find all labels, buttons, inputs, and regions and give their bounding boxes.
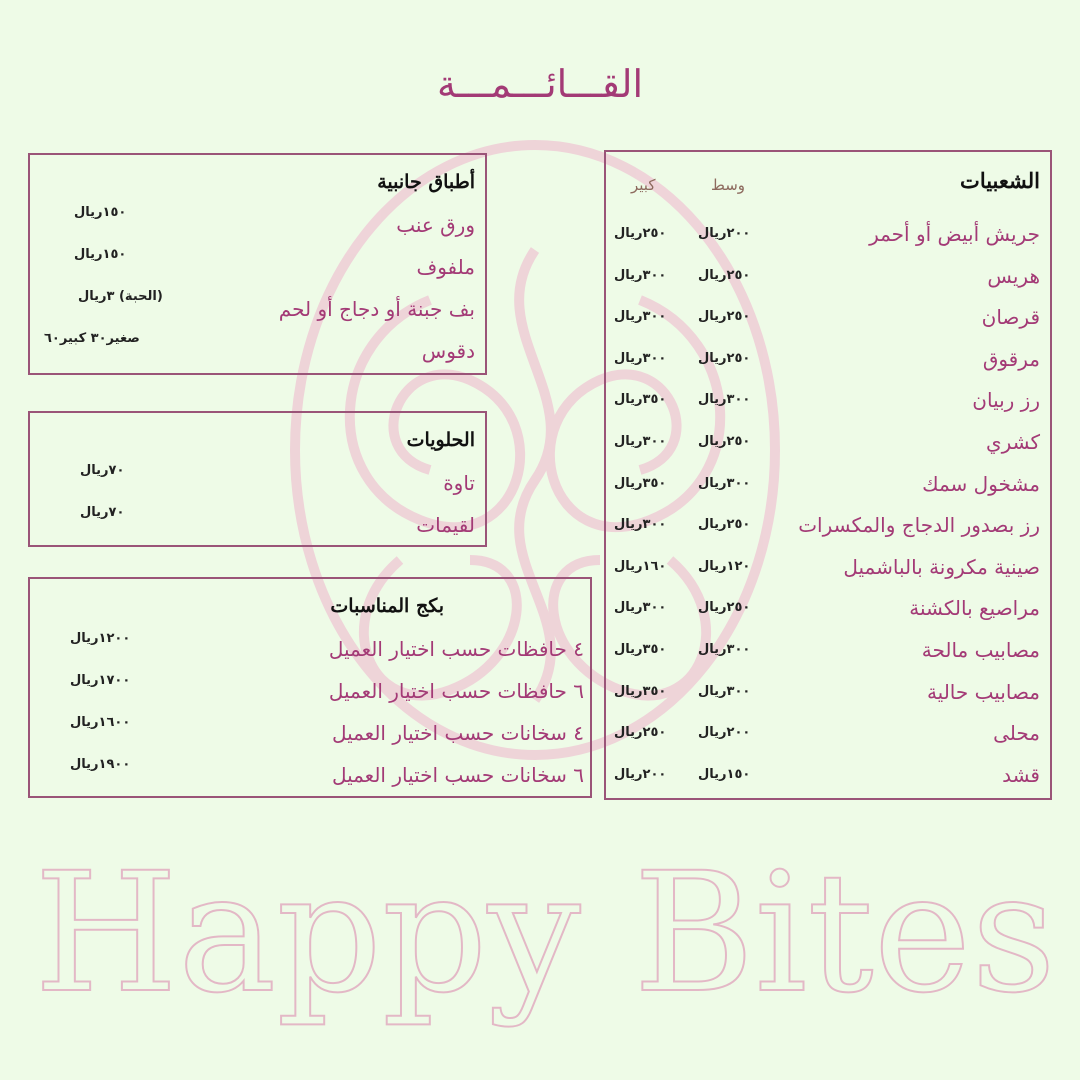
- price: (الحبة) ٣ريال: [78, 289, 163, 304]
- column-large-header: كبير: [631, 176, 656, 194]
- price-large: ٣٠٠ريال: [614, 434, 667, 449]
- price-medium: ٢٥٠ريال: [698, 434, 751, 449]
- dish-name: ورق عنب: [396, 213, 475, 237]
- dish-name: رز ربيان: [972, 388, 1040, 413]
- dish-name: مرقوق: [982, 346, 1040, 371]
- package-name: ٤ حافظات حسب اختيار العميل: [328, 637, 584, 661]
- dish-name: مصابيب حالية: [926, 679, 1040, 704]
- price: ١٥٠ريال: [74, 205, 127, 220]
- price: ١٥٠ريال: [74, 247, 127, 262]
- dish-name: مشخول سمك: [922, 471, 1040, 496]
- price-large: ٢٥٠ريال: [614, 725, 667, 741]
- price-medium: ٢٥٠ريال: [698, 267, 751, 283]
- price-large: ٣٥٠ريال: [614, 683, 667, 699]
- package-name: ٦ حافظات حسب اختيار العميل: [328, 679, 584, 703]
- dish-name: مصابيب مالحة: [921, 638, 1040, 662]
- dish-name: هريس: [987, 263, 1040, 288]
- section-header: أطباق جانبية: [377, 171, 475, 193]
- section-header: بكج المناسبات: [330, 595, 444, 617]
- price: ٧٠ريال: [80, 505, 125, 520]
- price-large: ٣٠٠ريال: [614, 267, 667, 283]
- price: ١٦٠٠ريال: [70, 715, 131, 730]
- menu-title: القـــائـــمـــة: [436, 62, 644, 106]
- price-medium: ٣٠٠ريال: [698, 683, 751, 699]
- package-name: ٤ سخانات حسب اختيار العميل: [331, 721, 584, 745]
- price-medium: ٢٥٠ريال: [698, 600, 751, 616]
- dish-name: لقيمات: [416, 513, 475, 537]
- section-header: الحلويات: [406, 429, 475, 451]
- price-large: ٢٠٠ريال: [614, 766, 667, 782]
- price-medium: ٣٠٠ريال: [698, 392, 751, 408]
- dish-name: ملفوف: [416, 255, 475, 279]
- dish-name: بف جبنة أو دجاج أو لحم: [278, 297, 475, 321]
- dish-name: مراصيع بالكشنة: [909, 596, 1040, 621]
- watermark-text: Happy Bites: [34, 837, 1056, 1029]
- price-large: ٣٥٠ريال: [614, 475, 667, 491]
- dish-name: رز بصدور الدجاج والمكسرات: [798, 513, 1040, 538]
- price-large: ٣٥٠ريال: [614, 392, 667, 408]
- price-medium: ١٢٠ريال: [698, 558, 751, 574]
- price-large: ٣٥٠ريال: [614, 642, 667, 657]
- price: ١٢٠٠ريال: [70, 631, 131, 646]
- price: ١٩٠٠ريال: [70, 757, 131, 772]
- dish-name: دقوس: [421, 339, 475, 363]
- popular-dishes-section: [604, 150, 1052, 800]
- side-dishes-section: [28, 153, 487, 375]
- dish-name: كشري: [985, 430, 1040, 454]
- dish-name: قرصان: [981, 305, 1040, 330]
- price-medium: ٢٥٠ريال: [698, 517, 751, 533]
- dish-name: قشد: [1002, 762, 1040, 787]
- price-large: ٢٥٠ريال: [614, 226, 667, 241]
- price-large: ٣٠٠ريال: [614, 517, 667, 533]
- price: ٧٠ريال: [80, 463, 125, 478]
- dish-name: صينية مكرونة بالباشميل: [843, 554, 1040, 579]
- price-medium: ٢٥٠ريال: [698, 350, 751, 366]
- dish-name: تاوة: [443, 471, 475, 495]
- price-medium: ٣٠٠ريال: [698, 475, 751, 491]
- price-medium: ١٥٠ريال: [698, 766, 751, 782]
- price-medium: ٣٠٠ريال: [698, 642, 751, 657]
- dish-name: محلى: [993, 721, 1040, 746]
- event-packages-section: [28, 577, 592, 798]
- sweets-section: [28, 411, 487, 547]
- price-large: ٣٠٠ريال: [614, 600, 667, 616]
- column-medium-header: وسط: [711, 176, 746, 194]
- price-medium: ٢٥٠ريال: [698, 309, 751, 325]
- price-medium: ٢٠٠ريال: [698, 226, 751, 241]
- package-name: ٦ سخانات حسب اختيار العميل: [331, 763, 584, 787]
- dish-name: جريش أبيض أو أحمر: [869, 222, 1040, 246]
- price-large: ٣٠٠ريال: [614, 350, 667, 366]
- price: صغير٣٠ كبير٦٠: [44, 331, 140, 346]
- section-header: الشعبيات: [960, 168, 1040, 193]
- price: ١٧٠٠ريال: [70, 673, 131, 688]
- price-large: ١٦٠ريال: [614, 558, 667, 574]
- price-large: ٣٠٠ريال: [614, 309, 667, 325]
- price-medium: ٢٠٠ريال: [698, 725, 751, 741]
